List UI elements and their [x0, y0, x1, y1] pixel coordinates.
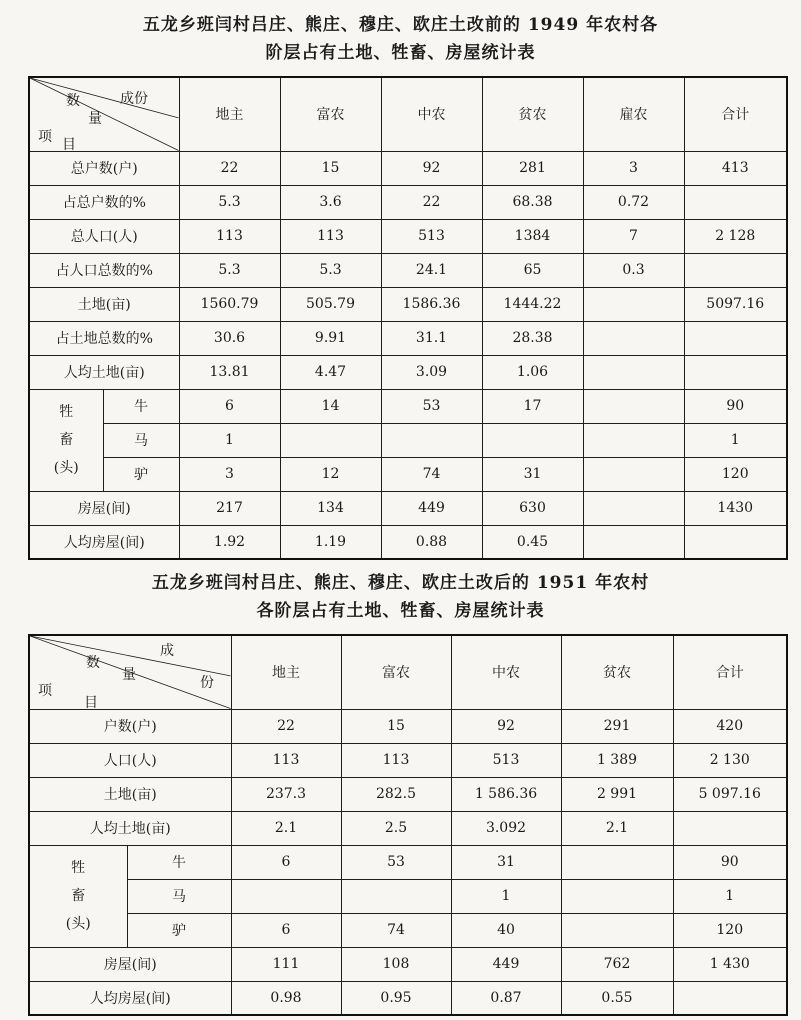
table-cell: 7 [583, 219, 684, 253]
table-cell: 2.5 [341, 811, 451, 845]
table-cell: 3 [583, 151, 684, 185]
table-cell: 15 [280, 151, 381, 185]
table-cell: 1 430 [673, 947, 787, 981]
table-cell [583, 355, 684, 389]
header-row [29, 635, 787, 709]
table-cell: 31.1 [381, 321, 482, 355]
table-row [29, 355, 787, 389]
table-cell: 291 [561, 709, 673, 743]
table-cell: 5.3 [280, 253, 381, 287]
table-cell: 1560.79 [179, 287, 280, 321]
corner-label: 目 [84, 695, 98, 709]
table-cell: 92 [381, 151, 482, 185]
table-row [29, 525, 787, 559]
column-header: 地主 [231, 635, 341, 709]
livestock-group-char: (头) [65, 916, 91, 932]
table-cell [684, 355, 787, 389]
table-cell: 113 [179, 219, 280, 253]
table-cell: 40 [451, 913, 561, 947]
row-label: 房屋(间) [29, 947, 231, 981]
corner-header-cell [29, 77, 179, 151]
table-cell: 65 [482, 253, 583, 287]
table-cell: 1 [451, 879, 561, 913]
corner-label: 目 [62, 137, 76, 151]
table-cell: 3.092 [451, 811, 561, 845]
table-cell: 2 130 [673, 743, 787, 777]
table-cell [684, 525, 787, 559]
table1-title-line2: 阶层占有土地、牲畜、房屋统计表 [265, 43, 536, 63]
table-cell: 0.98 [231, 981, 341, 1015]
table-cell: 2 128 [684, 219, 787, 253]
table-cell: 22 [179, 151, 280, 185]
table-cell: 217 [179, 491, 280, 525]
livestock-row [29, 913, 787, 947]
table-cell: 1430 [684, 491, 787, 525]
row-label: 总户数(户) [29, 151, 179, 185]
table-cell: 281 [482, 151, 583, 185]
corner-label: 量 [88, 111, 102, 127]
table-cell: 413 [684, 151, 787, 185]
table-cell: 0.55 [561, 981, 673, 1015]
table-cell [561, 845, 673, 879]
table-cell: 6 [179, 389, 280, 423]
livestock-row [29, 389, 787, 423]
table-cell: 74 [341, 913, 451, 947]
table-cell: 449 [451, 947, 561, 981]
livestock-group-char: 牲 [71, 860, 86, 876]
column-header: 中农 [451, 635, 561, 709]
table-row [29, 981, 787, 1015]
table-cell: 15 [341, 709, 451, 743]
table-cell: 108 [341, 947, 451, 981]
table-cell: 113 [231, 743, 341, 777]
table-cell [684, 321, 787, 355]
table-cell: 53 [341, 845, 451, 879]
table-1951 [28, 634, 788, 1016]
table-cell: 0.3 [583, 253, 684, 287]
table-cell: 6 [231, 845, 341, 879]
corner-label: 量 [122, 667, 136, 683]
table-cell: 513 [381, 219, 482, 253]
table-cell: 630 [482, 491, 583, 525]
table-cell: 2 991 [561, 777, 673, 811]
table-cell: 0.88 [381, 525, 482, 559]
table-cell: 420 [673, 709, 787, 743]
table-cell [583, 491, 684, 525]
table-cell [583, 457, 684, 491]
livestock-type: 马 [127, 879, 231, 913]
table-cell: 1 [179, 423, 280, 457]
table-cell: 1 [673, 879, 787, 913]
table-cell: 111 [231, 947, 341, 981]
livestock-group-char: (头) [53, 460, 79, 476]
table-cell: 113 [341, 743, 451, 777]
table-row [29, 151, 787, 185]
row-label: 人均土地(亩) [29, 355, 179, 389]
table-cell: 449 [381, 491, 482, 525]
table1-title-line1: 五龙乡班闫村吕庄、熊庄、穆庄、欧庄土改前的 1949 年农村各 [142, 15, 659, 35]
table-cell: 22 [381, 185, 482, 219]
table-cell: 1 586.36 [451, 777, 561, 811]
table-cell: 5.3 [179, 253, 280, 287]
livestock-type: 牛 [103, 389, 179, 423]
table-cell: 1 [684, 423, 787, 457]
row-label: 土地(亩) [29, 287, 179, 321]
table-cell: 2.1 [561, 811, 673, 845]
table-row [29, 185, 787, 219]
table-row [29, 321, 787, 355]
corner-label: 项 [38, 683, 52, 699]
column-header: 富农 [280, 77, 381, 151]
corner-header-cell [29, 635, 231, 709]
livestock-group-label [29, 845, 127, 947]
column-header: 中农 [381, 77, 482, 151]
table-cell [583, 287, 684, 321]
table2-title-line1: 五龙乡班闫村吕庄、熊庄、穆庄、欧庄土改后的 1951 年农村 [151, 573, 650, 593]
table-cell: 22 [231, 709, 341, 743]
table-cell: 1444.22 [482, 287, 583, 321]
table-row [29, 253, 787, 287]
table-row [29, 811, 787, 845]
table-cell: 24.1 [381, 253, 482, 287]
livestock-group-label [29, 389, 103, 491]
table-cell: 134 [280, 491, 381, 525]
column-header: 雇农 [583, 77, 684, 151]
header-row [29, 77, 787, 151]
table-cell [673, 981, 787, 1015]
corner-label: 数 [66, 93, 80, 109]
table-cell: 92 [451, 709, 561, 743]
table-cell: 53 [381, 389, 482, 423]
livestock-type: 马 [103, 423, 179, 457]
row-label: 人均土地(亩) [29, 811, 231, 845]
table-cell: 14 [280, 389, 381, 423]
corner-label: 数 [86, 655, 100, 671]
livestock-group-char: 畜 [71, 888, 86, 904]
table-row [29, 743, 787, 777]
table-row [29, 287, 787, 321]
column-header: 地主 [179, 77, 280, 151]
table-cell: 5.3 [179, 185, 280, 219]
table-cell: 5 097.16 [673, 777, 787, 811]
table-cell [673, 811, 787, 845]
table-cell: 68.38 [482, 185, 583, 219]
row-label: 人口(人) [29, 743, 231, 777]
table-cell: 1.06 [482, 355, 583, 389]
table-cell: 90 [673, 845, 787, 879]
table-cell: 0.87 [451, 981, 561, 1015]
table-cell: 1 389 [561, 743, 673, 777]
table-cell [684, 253, 787, 287]
table-row [29, 491, 787, 525]
table-row [29, 777, 787, 811]
table-1949 [28, 76, 788, 560]
table-row [29, 947, 787, 981]
table-cell [280, 423, 381, 457]
table-cell: 4.47 [280, 355, 381, 389]
row-label: 人均房屋(间) [29, 525, 179, 559]
table-cell: 282.5 [341, 777, 451, 811]
table-cell: 0.45 [482, 525, 583, 559]
table-cell: 1.19 [280, 525, 381, 559]
table-cell: 1.92 [179, 525, 280, 559]
column-header: 富农 [341, 635, 451, 709]
table-cell: 12 [280, 457, 381, 491]
livestock-group-char: 牲 [59, 404, 74, 420]
livestock-type: 驴 [103, 457, 179, 491]
table-cell [583, 389, 684, 423]
table-cell [684, 185, 787, 219]
livestock-type: 驴 [127, 913, 231, 947]
corner-label: 项 [38, 129, 52, 145]
corner-label: 成 [160, 643, 174, 659]
livestock-row [29, 845, 787, 879]
table-cell: 113 [280, 219, 381, 253]
table-cell [561, 913, 673, 947]
table-cell: 762 [561, 947, 673, 981]
column-header: 贫农 [482, 77, 583, 151]
table-cell: 74 [381, 457, 482, 491]
table-cell [341, 879, 451, 913]
table-cell: 6 [231, 913, 341, 947]
livestock-type: 牛 [127, 845, 231, 879]
table-cell [561, 879, 673, 913]
table-cell: 3.09 [381, 355, 482, 389]
row-label: 总人口(人) [29, 219, 179, 253]
table-cell: 31 [482, 457, 583, 491]
table2-title-line2: 各阶层占有土地、牲畜、房屋统计表 [256, 601, 545, 621]
table-cell: 120 [684, 457, 787, 491]
table-row [29, 709, 787, 743]
livestock-group-char: 畜 [59, 432, 74, 448]
table-cell: 0.72 [583, 185, 684, 219]
row-label: 户数(户) [29, 709, 231, 743]
table-cell: 30.6 [179, 321, 280, 355]
row-label: 人均房屋(间) [29, 981, 231, 1015]
livestock-row [29, 457, 787, 491]
table-cell: 0.95 [341, 981, 451, 1015]
table-cell: 31 [451, 845, 561, 879]
table-cell: 3 [179, 457, 280, 491]
table-cell: 17 [482, 389, 583, 423]
livestock-row [29, 423, 787, 457]
table-row [29, 219, 787, 253]
table-cell [583, 423, 684, 457]
column-header: 贫农 [561, 635, 673, 709]
table-cell [231, 879, 341, 913]
table-cell: 237.3 [231, 777, 341, 811]
corner-label: 成份 [120, 91, 148, 107]
table-cell: 513 [451, 743, 561, 777]
table-cell [583, 321, 684, 355]
column-header: 合计 [684, 77, 787, 151]
row-label: 土地(亩) [29, 777, 231, 811]
corner-label: 份 [200, 675, 214, 691]
table-cell: 2.1 [231, 811, 341, 845]
table-cell: 120 [673, 913, 787, 947]
table-cell [482, 423, 583, 457]
column-header: 合计 [673, 635, 787, 709]
table-cell: 5097.16 [684, 287, 787, 321]
table-cell: 13.81 [179, 355, 280, 389]
row-label: 占土地总数的% [29, 321, 179, 355]
table-cell [583, 525, 684, 559]
row-label: 占总户数的% [29, 185, 179, 219]
table-cell: 28.38 [482, 321, 583, 355]
livestock-row [29, 879, 787, 913]
table-cell: 505.79 [280, 287, 381, 321]
row-label: 房屋(间) [29, 491, 179, 525]
table-cell [381, 423, 482, 457]
table-cell: 3.6 [280, 185, 381, 219]
table-cell: 9.91 [280, 321, 381, 355]
row-label: 占人口总数的% [29, 253, 179, 287]
table-cell: 1586.36 [381, 287, 482, 321]
table-cell: 1384 [482, 219, 583, 253]
table-cell: 90 [684, 389, 787, 423]
